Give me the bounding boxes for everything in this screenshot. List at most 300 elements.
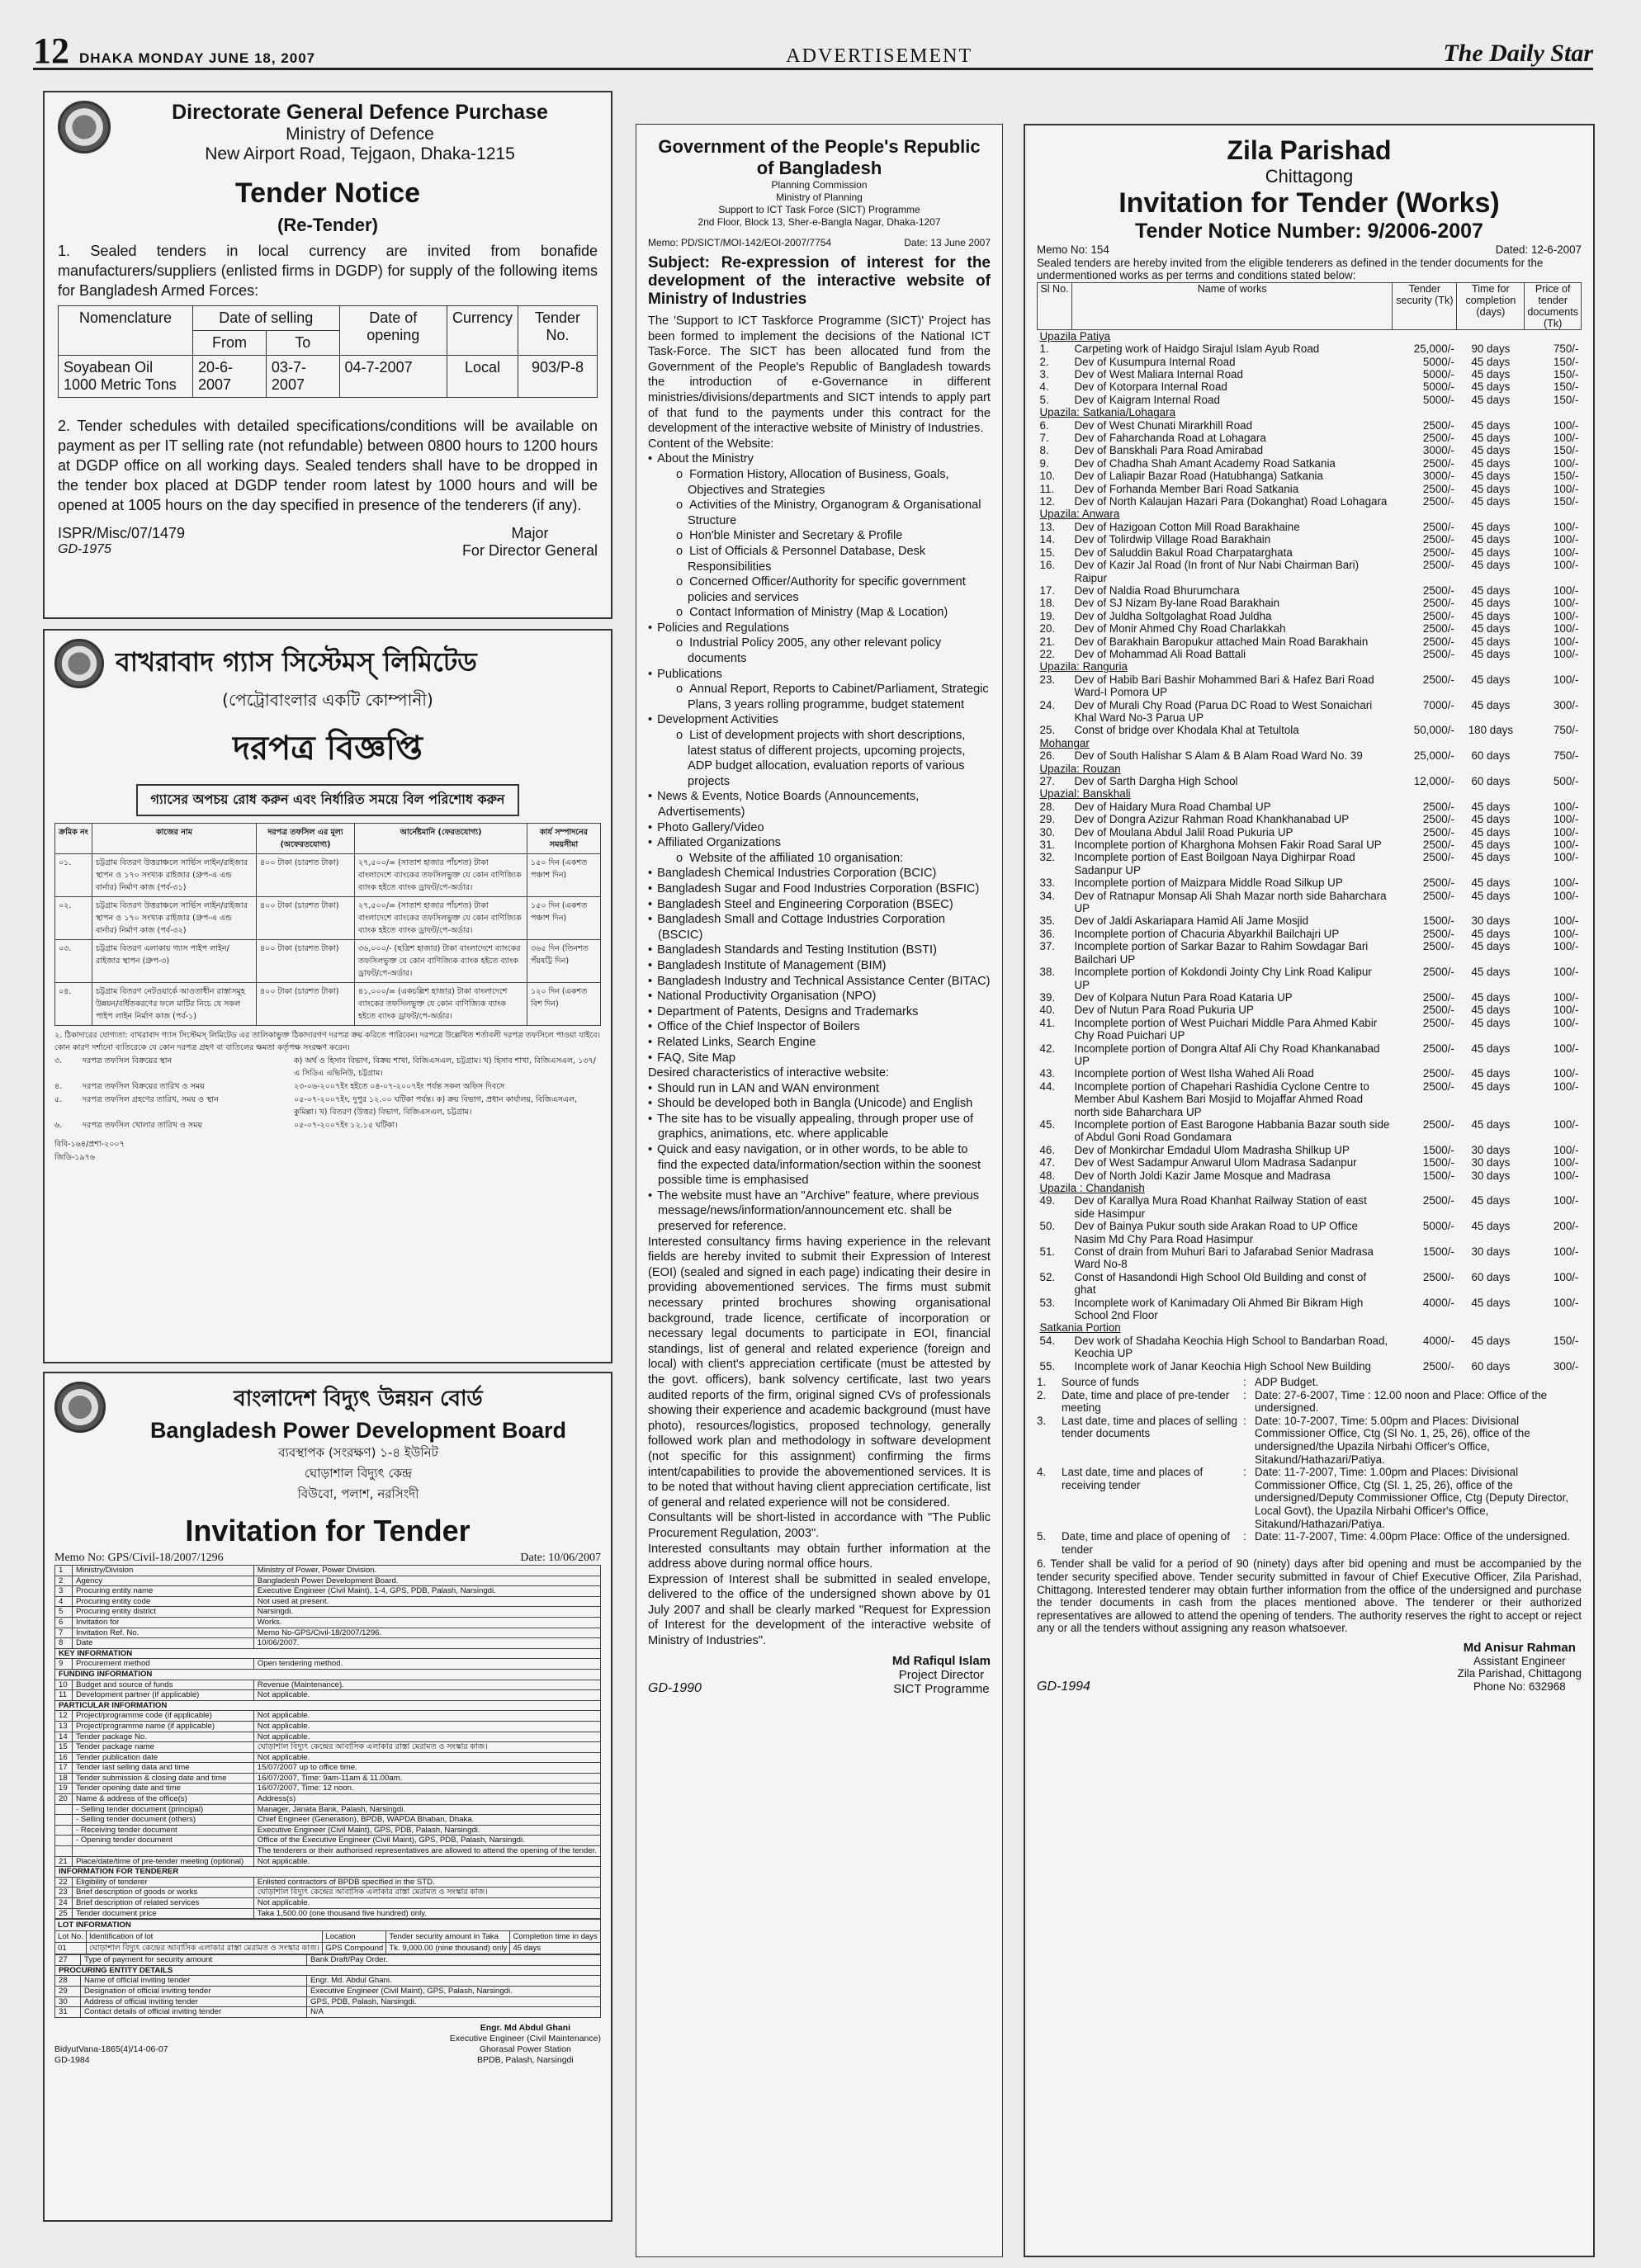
table-row (55, 1794, 601, 1805)
zila-col-header: Name of works (1072, 282, 1393, 329)
row-label: Tender document price (73, 1908, 254, 1919)
zila-para6: 6. Tender shall be valid for a period of 90 (ninety) days after bid opening and must be accompanied by the tender security specified above. Tender security submitted in favour of Chief Executive Officer, Zila Parishad, Chittagong. Interested tenderer may obtain further information from the office of the undersigned and purchase the tender documents in cash from the places mentioned above. The tenderer or their authorized representatives are allowed to attend the opening of tenders. The authority reserves the right to accept or reject any or all the tenders without assigning any reason whatsoever. (1037, 1557, 1582, 1635)
row-number: 24 (55, 1898, 73, 1909)
table-row (1038, 584, 1582, 597)
work-price: 100/- (1553, 559, 1579, 572)
table-row (1038, 890, 1582, 915)
dgdp-para2: 2. Tender schedules with detailed specifications/conditions will be available on payment as per IT selling rate (not refundable) between 0800 hours to 1200 hours at DGDP office on all working days. Sealed tenders shall have to be dropped in the tender box placed at DGDP tender room latest by 1000 hours and will be opened at 1005 hours on the day specified in presence of the tenderers (if any). (58, 418, 598, 513)
list-item: • Bangladesh Chemical Industries Corporation (BCIC) (648, 866, 991, 881)
list-item: • News & Events, Notice Boards (Announcements, Advertisements) (648, 789, 991, 820)
table-row (55, 1680, 601, 1690)
bn-item-n: ৪. (54, 1082, 63, 1091)
table-row (1038, 699, 1582, 725)
work-security: 2500/- (1422, 1270, 1454, 1283)
table-row (55, 1773, 601, 1784)
work-security: 5000/- (1422, 355, 1454, 368)
list-item: o Concerned Officer/Authority for specific government policies and services (648, 574, 991, 605)
work-price: 200/- (1553, 1220, 1579, 1233)
bn-cell-money: ২৭,৫০০/= (সাতাশ হাজার পাঁচশত) টাকা বাংলাদেশে ব্যাংকের তফসিলভুক্ত যে কোন বাণিজ্যিক ব্যাংক হইতে ব্যাংক ড্রাফট/পে-অর্ডার। (355, 897, 527, 940)
row-label: Agency (73, 1576, 254, 1586)
list-item: • Bangladesh Institute of Management (BIM) (648, 958, 991, 974)
table-row (1038, 1220, 1582, 1245)
dgdp-tender-ad (43, 91, 612, 619)
work-price: 100/- (1553, 1067, 1579, 1080)
list-item (54, 1080, 601, 1093)
row-label: Address of official inviting tender (81, 1996, 307, 2007)
zila-title: Invitation for Tender (Works) (1118, 187, 1500, 219)
upazila-row (1038, 1321, 1582, 1334)
table-row (1038, 1080, 1582, 1118)
sict-date: Date: 13 June 2007 (904, 237, 991, 248)
table-row (1038, 1042, 1582, 1068)
work-price: 100/- (1553, 482, 1579, 495)
table-row (1038, 457, 1582, 470)
work-price: 150/- (1553, 1334, 1579, 1347)
row-label: Procuring entity district (73, 1607, 254, 1618)
table-row (55, 1690, 601, 1701)
work-price: 150/- (1553, 444, 1579, 457)
bn-cell-price: ৪০০ টাকা (চারশত টাকা) (257, 854, 355, 897)
work-security: 2500/- (1422, 839, 1454, 852)
row-number: 1 (55, 1566, 73, 1576)
work-name: Dev of Karallya Mura Road Khanhat Railway Station of east side Hasimpur (1074, 1194, 1367, 1220)
work-days: 45 days (1471, 482, 1511, 495)
section-row (55, 1965, 601, 1976)
work-security: 2500/- (1422, 876, 1454, 890)
upazila-label: Upazial: Banskhali (1039, 787, 1131, 801)
th-from: From (193, 331, 267, 356)
sict-desired-label: Desired characteristics of interactive website: (648, 1066, 889, 1080)
info-colon: : (1243, 1414, 1246, 1427)
work-no: 20. (1039, 622, 1056, 636)
table-row (1038, 928, 1582, 940)
table-row (1038, 724, 1582, 736)
masthead (33, 31, 1593, 70)
list-item (54, 1119, 601, 1132)
dgdp-address: New Airport Road, Tejgaon, Dhaka-1215 (205, 144, 515, 163)
work-name: Dev of Bainya Pukur south side Arakan Road to UP Office Nasim Md Chy Para Road Hasimpur (1074, 1220, 1358, 1245)
work-security: 2500/- (1422, 597, 1454, 610)
work-no: 35. (1039, 914, 1056, 928)
work-price: 100/- (1553, 800, 1579, 813)
work-days: 45 days (1471, 609, 1511, 622)
list-item (1037, 1389, 1582, 1415)
defence-emblem-icon (58, 101, 111, 154)
work-price: 100/- (1553, 418, 1579, 432)
work-days: 45 days (1471, 1004, 1511, 1017)
bpdb-refs (54, 2044, 168, 2066)
zila-signature (1458, 1642, 1582, 1693)
gas-company-logo-icon (54, 639, 104, 688)
bn-cell-time: ৩৬৫ দিন (তিনশত পঁয়ষট্টি দিন) (527, 940, 601, 983)
work-price: 100/- (1553, 432, 1579, 445)
upazila-row (1038, 660, 1582, 673)
sict-l2: Ministry of Planning (776, 191, 863, 203)
dgdp-para1: 1. Sealed tenders in local currency are invited from bonafide manufacturers/suppliers (enlisted firms in DGDP) for supply of the following items for Bangladesh Armed Forces: (58, 243, 598, 299)
work-days: 60 days (1471, 775, 1511, 787)
lot-cell: 45 days (510, 1943, 601, 1954)
bakhrabad-ref1: বিবি-১৬৪/প্রশা-২০০৭ (54, 1140, 125, 1149)
list-item: • The site has to be visually appealing, through proper use of graphics, animations, etc. where applicable (648, 1112, 991, 1142)
row-label: - Receiving tender document (73, 1825, 254, 1836)
work-name: Const of drain from Muhuri Bari to Jafarabad Senior Madrasa Ward No-8 (1074, 1245, 1374, 1271)
work-security: 2500/- (1422, 1067, 1454, 1080)
work-no: 42. (1039, 1042, 1056, 1055)
bpdb-date: Date: 10/06/2007 (520, 1552, 601, 1564)
info-n: 1. (1037, 1376, 1047, 1389)
work-name: Dev of Banskhali Para Road Amirabad (1074, 444, 1264, 457)
info-value: Date: 11-7-2007, Time: 4.00pm Place: Office of the undersigned. (1255, 1530, 1571, 1543)
info-value: Date: 11-7-2007, Time: 1.00pm and Places: Divisional Commissioner Office, Ctg (Sl. 1, 25, 26), office of the undersigned/Deputy Commissioner Office, Ctg (Deputy Director, Local Govt), the Upazila Nirbahi Officer's Office, Sitakund/Hathazari/Patiya. (1255, 1466, 1569, 1530)
table-row (1038, 356, 1582, 368)
work-no: 1. (1039, 343, 1049, 356)
sict-subject: Subject: Re-expression of interest for the development of the interactive website of Ministry of Industries (648, 254, 991, 308)
list-item: • Should be developed both in Bangla (Unicode) and English (648, 1096, 991, 1112)
bn-cell-time: ১৫০ দিন (একশত পঞ্চাশ দিন) (527, 854, 601, 897)
section-label: KEY INFORMATION (55, 1648, 601, 1659)
work-days: 45 days (1471, 825, 1511, 839)
work-no: 29. (1039, 813, 1056, 826)
table-row (1038, 559, 1582, 584)
work-no: 24. (1039, 698, 1056, 711)
list-item: • About the Ministry (648, 451, 991, 467)
info-label: Date, time and place of pre-tender meeting (1062, 1388, 1230, 1415)
work-name: Dev of Ratnapur Monsap Ali Shah Mazar north side Baharchara UP (1074, 889, 1387, 915)
work-name: Incomplete portion of Kharghona Mohsen Fakir Road Saral UP (1074, 839, 1382, 852)
list-item: • Related Links, Search Engine (648, 1035, 991, 1051)
work-security: 1500/- (1422, 1156, 1454, 1169)
work-name: Dev of North Joldi Kazir Jame Mosque and Madrasa (1074, 1169, 1331, 1182)
row-number: 7 (55, 1628, 73, 1638)
work-price: 100/- (1553, 1169, 1579, 1182)
table-row (55, 854, 601, 897)
table-row (1038, 597, 1582, 609)
cell-from: 20-6-2007 (193, 356, 267, 398)
table-row (55, 1804, 601, 1815)
zila-table-header (1038, 282, 1582, 329)
row-value: Manager, Janata Bank, Palash, Narsingdi. (253, 1804, 600, 1815)
row-number: 16 (55, 1752, 73, 1763)
work-name: Incomplete portion of West Puichari Middle Para Ahmed Kabir Chy Road Puichari UP (1074, 1016, 1378, 1042)
row-number: 13 (55, 1721, 73, 1732)
row-value: Not used at present. (253, 1596, 600, 1607)
work-price: 100/- (1553, 990, 1579, 1004)
row-label: Brief description of related services (73, 1898, 254, 1909)
table-row (55, 1908, 601, 1919)
bn-cell-price: ৪০০ টাকা (চারশত টাকা) (257, 897, 355, 940)
table-row (1038, 826, 1582, 839)
bakhrabad-banner-wrap (54, 777, 601, 823)
bakhrabad-sub: (পেট্রোবাংলার একটি কোম্পানী) (222, 690, 433, 710)
bn-col-header: দরপত্র তফসিল এর মূল্য (অফেরতযোগ্য) (257, 824, 355, 854)
work-no: 2. (1039, 355, 1049, 368)
table-row (55, 1659, 601, 1670)
bn-cell-work: চট্টগ্রাম বিতরণ উত্তরাঞ্চলে সার্ভিস লাইন/রাইজার স্থাপন ও ১৭০ সংখ্যক রাইজার (গ্রুপ-এ এন্ড বার্নার) নির্মাণ কাজ (পর্ব-৩২) (92, 897, 257, 940)
row-label: Place/date/time of pre-tender meeting (optional) (73, 1856, 254, 1867)
table-row (1038, 636, 1582, 648)
zila-memo: Memo No: 154 (1037, 243, 1109, 256)
bpdb-lot-table (54, 1919, 601, 1954)
list-item: o Formation History, Allocation of Business, Goals, Objectives and Strategies (648, 467, 991, 498)
bpdb-bn-line1: ব্যবস্থাপক (সংরক্ষণ) ১-৪ ইউনিট (278, 1445, 438, 1460)
bn-item-label: দরপত্র তফসিল বিক্রয়ের স্থান (83, 1056, 173, 1065)
bakhrabad-notes (54, 1029, 601, 1132)
row-value: Office of the Executive Engineer (Civil Maint), GPS, PDB, Palash, Narsingdi. (253, 1836, 600, 1846)
work-name: Const of bridge over Khodala Khal at Tetultola (1074, 724, 1299, 737)
cell-opening: 04-7-2007 (339, 356, 447, 398)
work-days: 45 days (1471, 546, 1511, 559)
row-number: 3 (55, 1586, 73, 1597)
table-row (55, 1742, 601, 1753)
sict-p1: Interested consultancy firms having experience in the relevant fields are hereby invited to submit their Expression of Interest (EOI) (sealed and signed in each page) indicating their desire in providing abovementioned services. The firms must submit necessary printed brochures showing organisational background, trade licence, certificate of incorporation or necessary legal documents to participate in EOI, financial standings, list of general and related experience (foreign and local) with client's appreciation certificate (must be attested by the govt. officers), bank solvency certificate, last two years audited reports of the firm, original signed CVs of professionals showing their experience and academic background (must have photo), resources/logistics, proposed technology, generally followed work plan and methodology in software development (not specific for this assignment) confirming the firms intent/capabilities to provide the abovementioned services. It is to be noted that without having client appreciation certificate, list of general and related experience will not be considered. (648, 1235, 991, 1510)
bn-cell-money: ৩৬,০০০/- (ছত্রিশ হাজার) টাকা বাংলাদেশে ব্যাংকের তফসিলভুক্ত যে কোন বাণিজ্যিক ব্যাংক হইতে ব্যাংক ড্রাফট/পে-অর্ডার। (355, 940, 527, 983)
work-price: 100/- (1553, 1080, 1579, 1093)
work-name: Dev of Sarth Dargha High School (1074, 775, 1238, 787)
row-value: 16/07/2007, Time: 12 noon. (253, 1784, 600, 1794)
list-item: • The website must have an "Archive" feature, where previous message/news/information/announcement etc. shall be preserved for reference. (648, 1188, 991, 1235)
work-name: Incomplete portion of Dongra Altaf Ali Chy Road Khankanabad UP (1074, 1042, 1380, 1067)
table-row (55, 1836, 601, 1846)
sict-content-list (648, 451, 991, 1065)
upazila-label: Upazila: Ranguria (1039, 660, 1128, 673)
work-security: 2500/- (1422, 1004, 1454, 1017)
sict-footer (648, 1654, 991, 1696)
row-value: N/A (307, 2007, 601, 2018)
work-no: 49. (1039, 1194, 1056, 1207)
table-row (55, 1628, 601, 1638)
dgdp-rank: Major (511, 525, 549, 541)
work-days: 45 days (1471, 456, 1511, 470)
work-price: 100/- (1553, 1117, 1579, 1131)
work-name: Dev of Chadha Shah Amant Academy Road Satkania (1074, 456, 1336, 470)
row-value: Executive Engineer (Civil Maint), 1-4, GPS, PDB, Palash, Narsingdi. (253, 1586, 600, 1597)
work-days: 45 days (1471, 647, 1511, 660)
table-row (1038, 432, 1582, 444)
row-number: 21 (55, 1856, 73, 1867)
list-item: • Bangladesh Steel and Engineering Corporation (BSEC) (648, 897, 991, 913)
row-value: Not applicable. (253, 1690, 600, 1701)
row-value: Memo No-GPS/Civil-18/2007/1296. (253, 1628, 600, 1638)
work-name: Dev of South Halishar S Alam & B Alam Road Ward No. 39 (1074, 749, 1363, 763)
table-row (55, 1825, 601, 1836)
bn-cell-n: ০১. (55, 854, 92, 897)
row-value: Ministry of Power, Power Division. (253, 1566, 600, 1576)
table-row (1038, 622, 1582, 635)
row-label: Invitation for (73, 1617, 254, 1628)
info-colon: : (1243, 1466, 1246, 1479)
zila-intro: Sealed tenders are hereby invited from the eligible tenderers as defined in the tender documents for the undermentioned works as per terms and conditions stated below: (1037, 256, 1544, 282)
section-title: ADVERTISEMENT (786, 45, 973, 67)
sict-gov: Government of the People's Republic of Bangladesh (658, 136, 981, 178)
row-label: Tender submission & closing date and time (73, 1773, 254, 1784)
row-value: Bangladesh Power Development Board. (253, 1576, 600, 1586)
work-name: Dev of West Chunati Mirarkhill Road (1074, 418, 1253, 432)
zila-col-header: Price of tender documents (Tk) (1525, 282, 1582, 329)
work-security: 12,000/- (1413, 775, 1454, 787)
row-label: Project/programme code (if applicable) (73, 1711, 254, 1722)
work-name: Dev of North Kalaujan Hazari Para (Dokanghat) Road Lohagara (1074, 495, 1388, 508)
work-name: Dev of Forhanda Member Bari Road Satkania (1074, 482, 1299, 495)
work-days: 30 days (1471, 1156, 1511, 1169)
work-name: Carpeting work of Haidgo Sirajul Islam Ayub Road (1074, 343, 1320, 356)
row-label (73, 1846, 254, 1857)
row-value: Works. (253, 1617, 600, 1628)
work-no: 45. (1039, 1117, 1056, 1131)
list-item: • Bangladesh Small and Cottage Industries Corporation (BSCIC) (648, 912, 991, 943)
work-days: 45 days (1471, 1042, 1511, 1055)
row-value: Not applicable. (253, 1752, 600, 1763)
bpdb-footer (54, 2023, 601, 2066)
work-name: Dev of Kusumpura Internal Road (1074, 355, 1236, 368)
work-name: Dev of Naldia Road Bhurumchara (1074, 584, 1240, 597)
work-name: Dev of Hazigoan Cotton Mill Road Barakhaine (1074, 520, 1300, 533)
bn-cell-price: ৪০০ টাকা (চারশত টাকা) (257, 940, 355, 983)
row-number (55, 1825, 73, 1836)
table-row (1038, 991, 1582, 1004)
table-row (1038, 1118, 1582, 1144)
work-days: 30 days (1471, 1143, 1511, 1156)
work-name: Dev of Dongra Azizur Rahman Road Khankhanabad UP (1074, 813, 1350, 826)
table-row (1038, 1297, 1582, 1322)
work-days: 45 days (1471, 1194, 1511, 1207)
bn-item-n: ৫. (54, 1095, 63, 1104)
work-price: 100/- (1553, 1245, 1579, 1259)
table-row (1038, 749, 1582, 762)
sict-p4: Expression of Interest shall be submitted in sealed envelope, delivered to the office of the undersigned shown above by 01 July 2007 and shall be clearly marked "Request for Expression of Interest for the development of the interactive website of Ministry of Industries". (648, 1572, 991, 1648)
table-row (55, 1586, 601, 1597)
dgdp-footer (58, 525, 598, 560)
bpdb-tender-ad (43, 1372, 612, 2222)
row-number: 27 (55, 1955, 81, 1966)
work-days: 30 days (1471, 914, 1511, 928)
work-security: 2500/- (1422, 609, 1454, 622)
work-security: 2500/- (1422, 559, 1454, 572)
work-no: 16. (1039, 559, 1056, 572)
bpdb-header (54, 1382, 601, 1505)
section-label: INFORMATION FOR TENDERER (55, 1867, 601, 1878)
row-number: 15 (55, 1742, 73, 1753)
cell-tender-no: 903/P-8 (518, 356, 597, 398)
work-price: 100/- (1553, 914, 1579, 928)
work-days: 45 days (1471, 1296, 1511, 1309)
bn-cell-work: চট্টগ্রাম বিতরণ নেটওয়ার্কে আওতাধীন রাস্তাসমূহ উন্নয়ন/বর্ধিতকরণের ফলে মাটির নিচে যে সকল পাইপ লাইন নির্মাণ কাজ (পর্ব-১) (92, 983, 257, 1026)
bakhrabad-org: বাখরাবাদ গ্যাস সিস্টেমস্ লিমিটেড (116, 646, 477, 678)
work-days: 45 days (1471, 698, 1511, 711)
zila-dated: Dated: 12-6-2007 (1495, 243, 1582, 256)
bn-cell-money: ৪১,০০০/= (একচল্লিশ হাজার) টাকা বাংলাদেশে ব্যাংকের তফসিলভুক্ত যে কোন বাণিজ্যিক ব্যাংক হইতে ব্যাংক ড্রাফট/পে-অর্ডার। (355, 983, 527, 1026)
work-price: 150/- (1553, 380, 1579, 394)
table-row (55, 1877, 601, 1888)
row-label: Designation of official inviting tender (81, 1986, 307, 1996)
table-row (1038, 483, 1582, 495)
work-price: 100/- (1553, 966, 1579, 979)
table-row (55, 1752, 601, 1763)
work-security: 2500/- (1422, 495, 1454, 508)
row-number: 30 (55, 1996, 81, 2007)
row-label: Tender publication date (73, 1752, 254, 1763)
work-no: 26. (1039, 749, 1056, 763)
row-label: Tender package No. (73, 1732, 254, 1742)
dgdp-subtitle: (Re-Tender) (277, 215, 378, 235)
work-no: 13. (1039, 520, 1056, 533)
upazila-row (1038, 1182, 1582, 1194)
work-name: Dev of Moulana Abdul Jalil Road Pukuria UP (1074, 825, 1293, 839)
table-row (1038, 775, 1582, 787)
table-row (1038, 1245, 1582, 1271)
zila-works-table (1037, 282, 1582, 1373)
sict-desired-list (648, 1081, 991, 1235)
row-number: 25 (55, 1908, 73, 1919)
sict-signature (892, 1654, 991, 1696)
zila-parishad-ad (1024, 124, 1595, 2257)
row-number: 22 (55, 1877, 73, 1888)
row-label: Tender opening date and time (73, 1784, 254, 1794)
sict-l4: 2nd Floor, Block 13, Sher-e-Bangla Nagar, Dhaka-1207 (698, 216, 941, 228)
list-item: • Policies and Regulations (648, 621, 991, 636)
work-price: 100/- (1553, 546, 1579, 559)
row-value: Not applicable. (253, 1898, 600, 1909)
table-row (55, 940, 601, 983)
row-value: Open tendering method. (253, 1659, 600, 1670)
list-item: • Bangladesh Industry and Technical Assistance Center (BITAC) (648, 974, 991, 990)
table-row (1038, 610, 1582, 622)
work-security: 2500/- (1422, 622, 1454, 636)
work-price: 100/- (1553, 597, 1579, 610)
table-row (55, 1566, 601, 1576)
work-no: 43. (1039, 1067, 1056, 1080)
sict-sign-desig: Project Director (898, 1667, 985, 1682)
zila-col-header: Sl No. (1038, 282, 1072, 329)
work-security: 2500/- (1422, 889, 1454, 902)
work-no: 38. (1039, 966, 1056, 979)
bn-col-header: কার্য সম্পাদনের সময়সীমা (527, 824, 601, 854)
row-number: 2 (55, 1576, 73, 1586)
info-n: 5. (1037, 1530, 1047, 1543)
work-security: 4000/- (1422, 1296, 1454, 1309)
work-security: 2500/- (1422, 990, 1454, 1004)
work-name: Dev of Tolirdwip Village Road Barakhain (1074, 533, 1271, 546)
table-row (1038, 380, 1582, 393)
work-name: Dev of Monkirchar Emdadul Ulom Madrasha Shilkup UP (1074, 1143, 1350, 1156)
table-row (1038, 914, 1582, 927)
list-item: • Affiliated Organizations (648, 835, 991, 851)
row-number: 18 (55, 1773, 73, 1784)
work-price: 100/- (1553, 622, 1579, 636)
work-name: Dev of Saluddin Bakul Road Charpatarghata (1074, 546, 1293, 559)
info-n: 3. (1037, 1414, 1047, 1427)
work-price: 100/- (1553, 673, 1579, 686)
table-row (1038, 1271, 1582, 1297)
row-number (55, 1846, 73, 1857)
work-name: Incomplete portion of Chacuria Abyarkhil Bailchajri UP (1074, 927, 1340, 940)
list-item: o List of development projects with short descriptions, latest status of different projects, upcoming projects, ADP budget allocation, evaluation reports of various projects (648, 728, 991, 789)
table-row (55, 1784, 601, 1794)
work-security: 5000/- (1422, 368, 1454, 380)
work-days: 45 days (1471, 584, 1511, 597)
table-row (55, 1898, 601, 1909)
zila-city: Chittagong (1265, 166, 1354, 187)
work-days: 45 days (1471, 635, 1511, 648)
work-no: 4. (1039, 380, 1049, 394)
work-days: 60 days (1471, 1270, 1511, 1283)
bakhrabad-note (54, 1029, 601, 1054)
row-label: Brief description of goods or works (73, 1888, 254, 1898)
row-label: Procurement method (73, 1659, 254, 1670)
bn-item-n: ৬. (54, 1121, 63, 1130)
bpdb-logo-icon (54, 1382, 106, 1433)
work-days: 45 days (1471, 418, 1511, 432)
sict-intro: The 'Support to ICT Taskforce Programme (SICT)' Project has been formed to implement the decisions of the National ICT Task-Force. The SICT has been allocated fund from the Government of the People's Republic of Bangladesh towards the introduction of e-Governance in different ministries/divisions/departments and SICT intends to apply part of that fund to the payments under this contract for the development of the interactive website of Ministry of Industries. (648, 314, 991, 436)
